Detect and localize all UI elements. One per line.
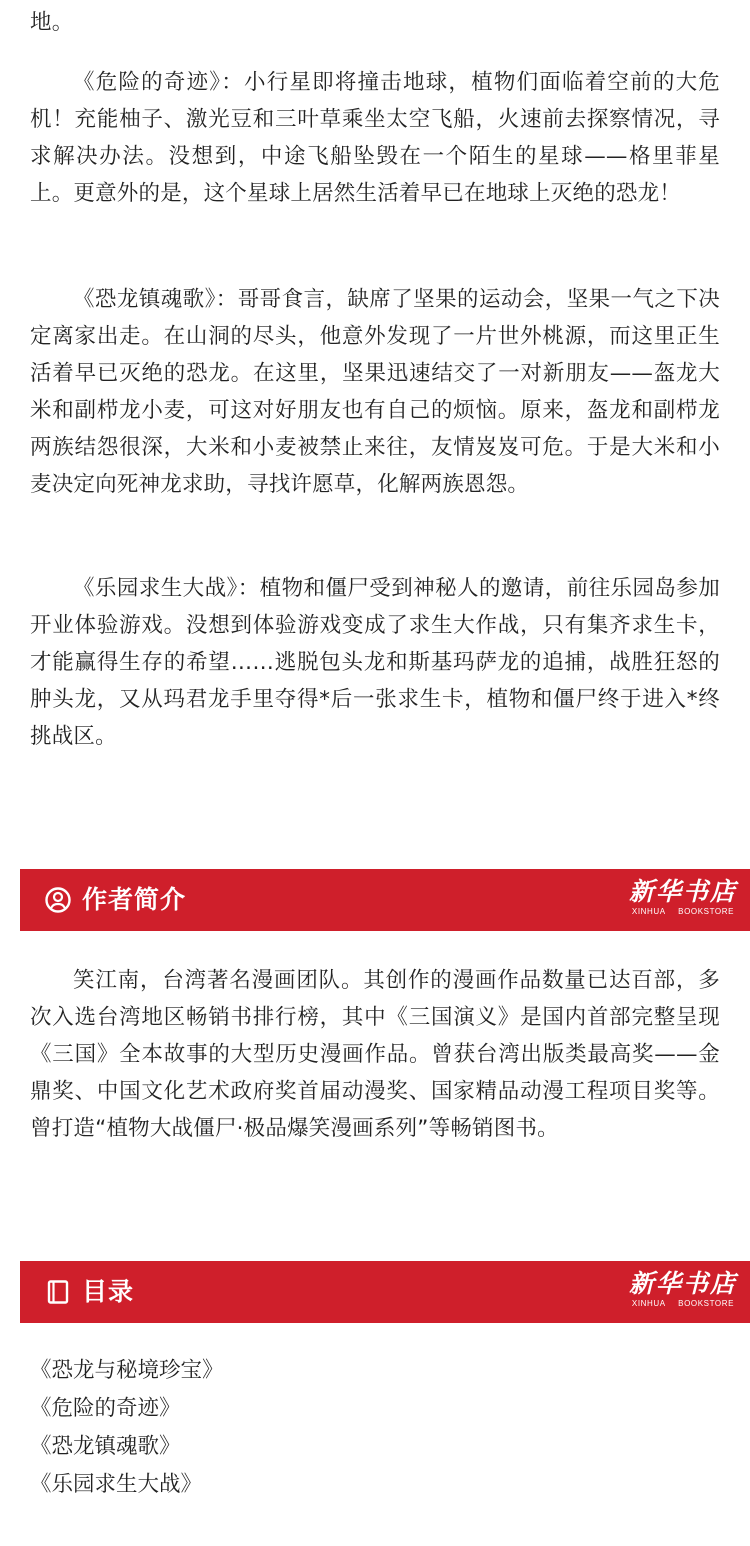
user-circle-icon (44, 886, 72, 914)
section-title: 目录 (82, 1277, 135, 1306)
toc-item: 《恐龙与秘境珍宝》 (30, 1358, 224, 1383)
section-title: 作者简介 (82, 885, 187, 914)
table-of-contents (30, 1352, 224, 1504)
author-section-header (20, 869, 750, 931)
intro-fragment: 地。 (30, 10, 74, 35)
logo-chinese-text: 新华书店 (628, 877, 737, 906)
logo-english-text: XINHUA BOOKSTORE (631, 907, 735, 916)
toc-item: 《危险的奇迹》 (30, 1396, 181, 1421)
xinhua-bookstore-logo (628, 877, 738, 917)
synopsis-paragraph: 《恐龙镇魂歌》：哥哥食言，缺席了坚果的运动会，坚果一气之下决定离家出走。在山洞的尽头，他意外发现了一片世外桃源，而这里正生活着早已灭绝的恐龙。在这里，坚果迅速结交了一对新朋友——盔龙大米和副栉龙小麦，可这对好朋友也有自己的烦恼。原来，盔龙和副栉龙两族结怨很深，大米和小麦被禁止来往，友情岌岌可危。于是大米和小麦决定向死神龙求助，寻找许愿草，化解两族恩怨。 (30, 287, 720, 497)
synopsis-paragraph: 《乐园求生大战》：植物和僵尸受到神秘人的邀请，前往乐园岛参加开业体验游戏。没想到体验游戏变成了求生大作战，只有集齐求生卡，才能赢得生存的希望……逃脱包头龙和斯基玛萨龙的追捕，战胜狂怒的肿头龙，又从玛君龙手里夺得*后一张求生卡，植物和僵尸终于进入*终挑战区。 (30, 576, 720, 749)
logo-english-text: XINHUA BOOKSTORE (631, 1299, 735, 1308)
synopsis-paragraph: 《危险的奇迹》：小行星即将撞击地球，植物们面临着空前的大危机！充能柚子、激光豆和三叶草乘坐太空飞船，火速前去探察情况，寻求解决办法。没想到，中途飞船坠毁在一个陌生的星球——格里菲星上。更意外的是，这个星球上居然生活着早已在地球上灭绝的恐龙！ (30, 70, 720, 206)
author-bio: 笑江南，台湾著名漫画团队。其创作的漫画作品数量已达百部，多次入选台湾地区畅销书排行榜，其中《三国演义》是国内首部完整呈现《三国》全本故事的大型历史漫画作品。曾获台湾出版类最高奖——金鼎奖、中国文化艺术政府奖首届动漫奖、国家精品动漫工程项目奖等。曾打造“植物大战僵尸·极品爆笑漫画系列”等畅销图书。 (30, 968, 720, 1141)
xinhua-bookstore-logo (628, 1269, 738, 1309)
book-icon (44, 1278, 72, 1306)
toc-item: 《乐园求生大战》 (30, 1472, 203, 1497)
toc-item: 《恐龙镇魂歌》 (30, 1434, 181, 1459)
logo-chinese-text: 新华书店 (628, 1269, 737, 1298)
toc-section-header (20, 1261, 750, 1323)
